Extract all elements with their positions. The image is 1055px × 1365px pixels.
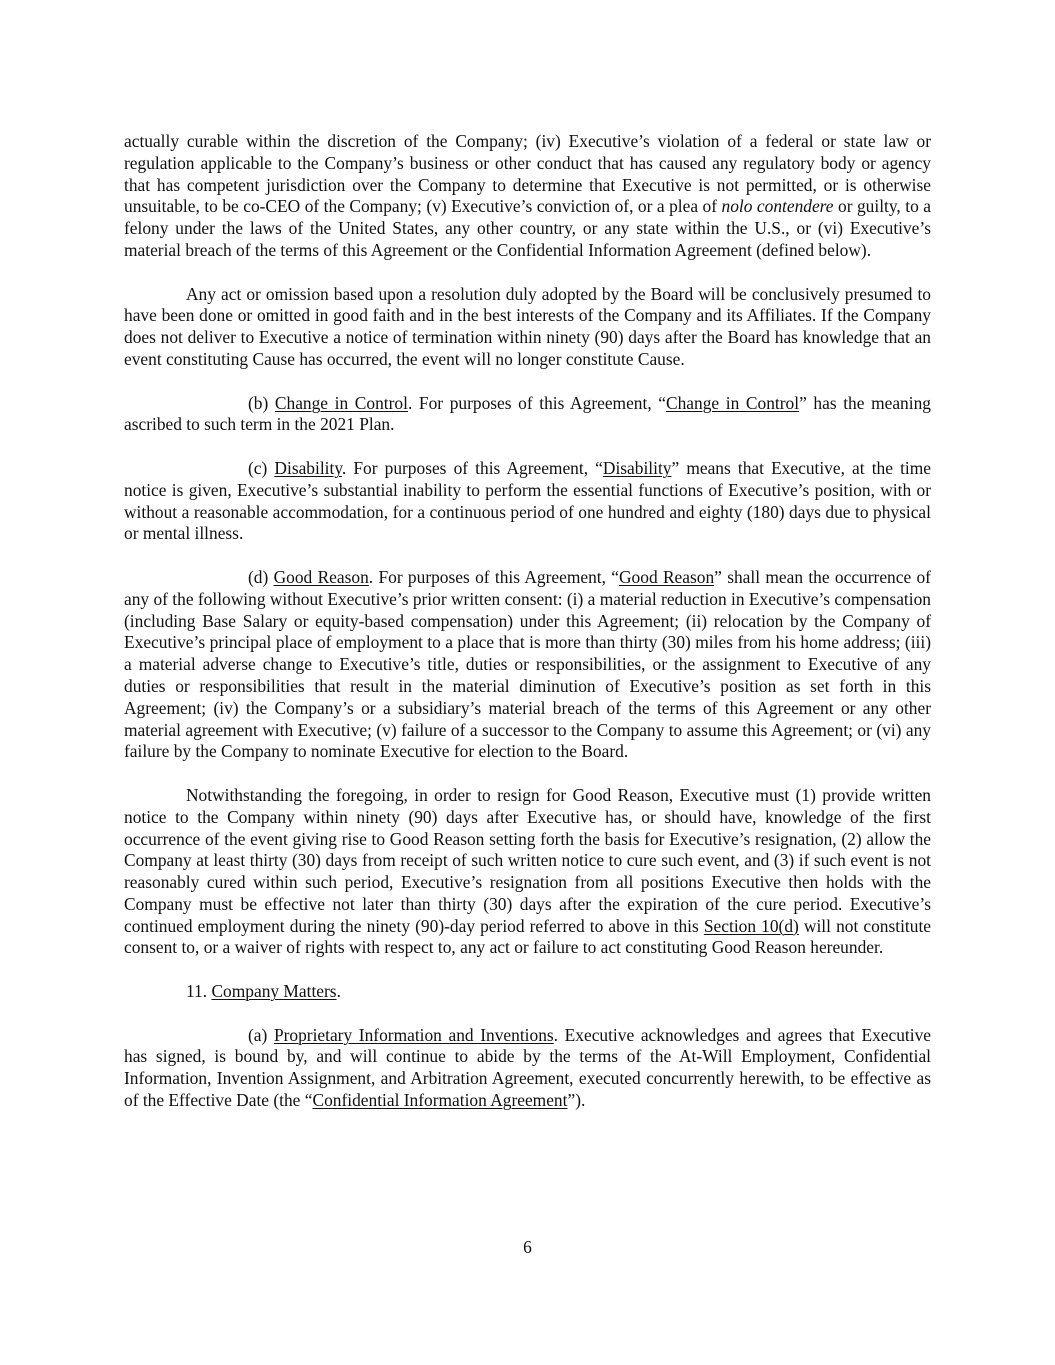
defined-term: Change in Control: [666, 392, 800, 413]
section-10b-change-in-control: [124, 393, 931, 437]
text-run: Any act or omission based upon a resolution duly adopted by the Board will be conclusively presumed to have been done or omitted in good faith and in the best interests of the Company and its Affiliates. If the Company does not deliver to Executive a notice of termination within ninety (90) days after the Board has knowledge that an event constituting Cause has occurred, the event will no longer constitute Cause.: [124, 283, 931, 369]
latin-term: nolo contendere: [721, 196, 834, 217]
section-label: (c): [248, 457, 275, 478]
section-heading: Proprietary Information and Inventions: [273, 1024, 554, 1045]
paragraph-board-resolution: [124, 284, 931, 371]
section-heading: Disability: [274, 457, 342, 478]
section-heading: Change in Control: [274, 392, 408, 413]
text-run: . For purposes of this Agreement, “: [368, 566, 619, 587]
section-label: (a): [248, 1024, 274, 1045]
defined-term: Good Reason: [619, 566, 715, 587]
page-number: 6: [523, 1237, 532, 1257]
text-run: ” shall mean the occurrence of any of the following without Executive’s prior written consent: (i) a material reduction in Executive’s compensation (including Base Salary or equity-based compensation) under this Agreement; (ii) relocation by the Company of Executive’s principal place of employment to a place that is more than thirty (30) miles from his home address; (iii) a material adverse change to Executive’s title, duties or responsibilities, or the assignment to Executive of any duties or responsibilities that result in the material diminution of Executive’s position as set forth in this Agreement; (iv) the Company’s or a subsidiary’s material breach of the terms of this Agreement or any other material agreement with Executive; (v) failure of a successor to the Company to assume this Agreement; or (vi) any failure by the Company to nominate Executive for election to the Board.: [124, 566, 931, 762]
text-run: ”).: [567, 1090, 586, 1111]
section-11a-proprietary-information: [124, 1025, 931, 1112]
section-label: (b): [248, 392, 275, 413]
text-run: . For purposes of this Agreement, “: [341, 457, 603, 478]
section-heading: Company Matters: [211, 981, 337, 1002]
text-run: will not constitute consent to, or a waiver of rights with respect to, any act or failure to act constituting Good Reason hereunder.: [124, 915, 932, 958]
section-heading: Good Reason: [273, 566, 369, 587]
text-run: ” has the meaning ascribed to such term in the 2021 Plan.: [124, 392, 931, 435]
text-run: or guilty, to a felony under the laws of the United States, any other country, or any state within the U.S., or (vi) Executive’s material breach of the terms of this Agreement or the Confidential Information Agreement (defined below).: [124, 196, 931, 260]
document-page: [124, 131, 931, 1112]
text-run: . Executive acknowledges and agrees that Executive has signed, is bound by, and will continue to abide by the terms of the At-Will Employment, Confidential Information, Invention Assignment, and Arbitration Agreement, executed concurrently herewith, to be effective as of the Effective Date (the “: [124, 1024, 931, 1111]
section-10c-disability: [124, 458, 931, 545]
defined-term: Confidential Information Agreement: [312, 1090, 568, 1111]
section-11-heading: [124, 981, 931, 1003]
text-run: . For purposes of this Agreement, “: [407, 392, 667, 413]
section-cross-reference: Section 10(d): [703, 915, 799, 936]
paragraph-cause-continued: [124, 131, 931, 262]
section-10d-good-reason: [124, 567, 931, 763]
text-run: .: [336, 981, 341, 1002]
defined-term: Disability: [602, 457, 672, 478]
paragraph-notwithstanding: [124, 785, 931, 959]
text-run: Notwithstanding the foregoing, in order to resign for Good Reason, Executive must (1) provide written notice to the Company within ninety (90) days after Executive has, or should have, knowledge of the first occurrence of the event giving rise to Good Reason setting forth the basis for Executive’s resignation, (2) allow the Company at least thirty (30) days from receipt of such written notice to cure such event, and (3) if such event is not reasonably cured within such period, Executive’s resignation from all positions Executive then holds with the Company must be effective not later than thirty (30) days after the expiration of the cure period. Executive’s continued employment during the ninety (90)-day period referred to above in this: [124, 784, 931, 936]
text-run: ” means that Executive, at the time notice is given, Executive’s substantial inability to perform the essential functions of Executive’s position, with or without a reasonable accommodation, for a continuous period of one hundred and eighty (180) days due to physical or mental illness.: [124, 457, 931, 544]
text-run: actually curable within the discretion of the Company; (iv) Executive’s violation of a federal or state law or regulation applicable to the Company’s business or other conduct that has caused any regulatory body or agency that has competent jurisdiction over the Company to determine that Executive is not permitted, or is otherwise unsuitable, to be co-CEO of the Company; (v) Executive’s conviction of, or a plea of: [124, 131, 931, 217]
section-number: 11.: [186, 981, 212, 1002]
section-label: (d): [248, 566, 274, 587]
